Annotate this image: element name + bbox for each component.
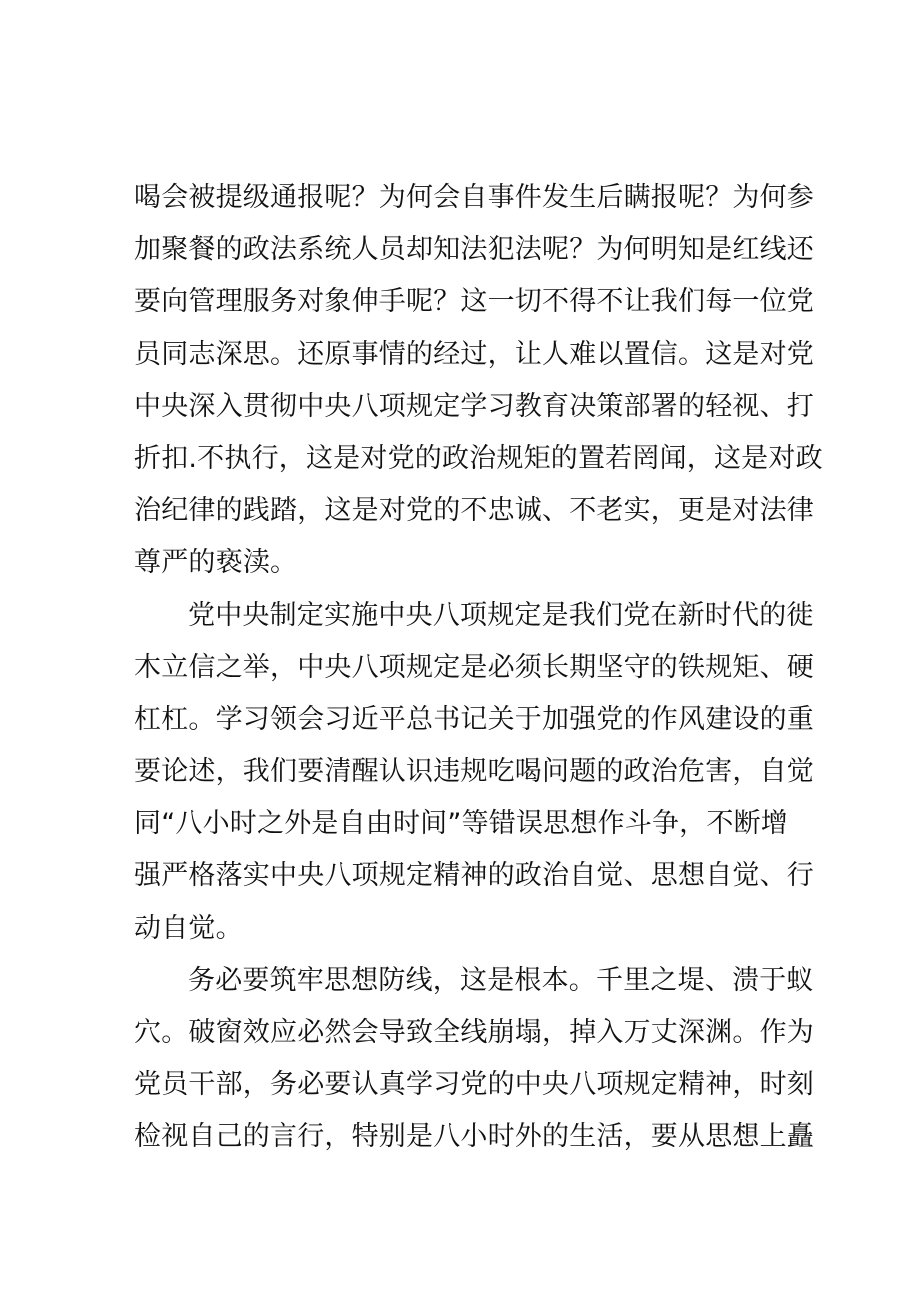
paragraph-3 <box>134 955 814 1164</box>
text-line-first: 务必要筑牢思想防线，这是根本。千里之堤、溃于蚁 <box>188 964 814 996</box>
text-line: 中央深入贯彻中央八项规定学习教育决策部署的轻视、打 <box>134 390 814 422</box>
text-line: 折扣.不执行，这是对党的政治规矩的置若罔闻，这是对政 <box>134 442 823 474</box>
text-line: 党员干部，务必要认真学习党的中央八项规定精神，时刻 <box>134 1069 814 1101</box>
text-line: 强严格落实中央八项规定精神的政治自觉、思想自觉、行 <box>134 860 814 892</box>
text-line: 治纪律的践踏，这是对党的不忠诚、不老实，更是对法律 <box>134 495 814 527</box>
document-body <box>134 172 823 1164</box>
paragraph-2 <box>134 590 814 955</box>
text-line: 加聚餐的政法系统人员却知法犯法呢？为何明知是红线还 <box>134 234 814 266</box>
text-line: 穴。破窗效应必然会导致全线崩塌，掉入万丈深渊。作为 <box>134 1017 814 1048</box>
text-line: 喝会被提级通报呢？为何会自事件发生后瞒报呢？为何参 <box>134 182 814 213</box>
text-line: 要向管理服务对象伸手呢？这一切不得不让我们每一位党 <box>134 286 814 318</box>
text-line: 检视自己的言行，特别是八小时外的生活，要从思想上矗 <box>134 1121 814 1153</box>
text-line: 尊严的亵渎。 <box>134 547 298 579</box>
text-line: 动自觉。 <box>134 912 243 944</box>
text-line: 杠杠。学习领会习近平总书记关于加强党的作风建设的重 <box>134 703 814 735</box>
paragraph-1 <box>134 172 823 590</box>
text-line: 要论述，我们要清醒认识违规吃喝问题的政治危害，自觉 <box>134 756 814 788</box>
text-line: 同“八小时之外是自由时间”等错误思想作斗争，不断增 <box>134 808 788 840</box>
text-line: 员同志深思。还原事情的经过，让人难以置信。这是对党 <box>134 338 814 370</box>
text-line-first: 党中央制定实施中央八项规定是我们党在新时代的徙 <box>188 599 814 631</box>
text-line: 木立信之举，中央八项规定是必须长期坚守的铁规矩、硬 <box>134 651 814 683</box>
